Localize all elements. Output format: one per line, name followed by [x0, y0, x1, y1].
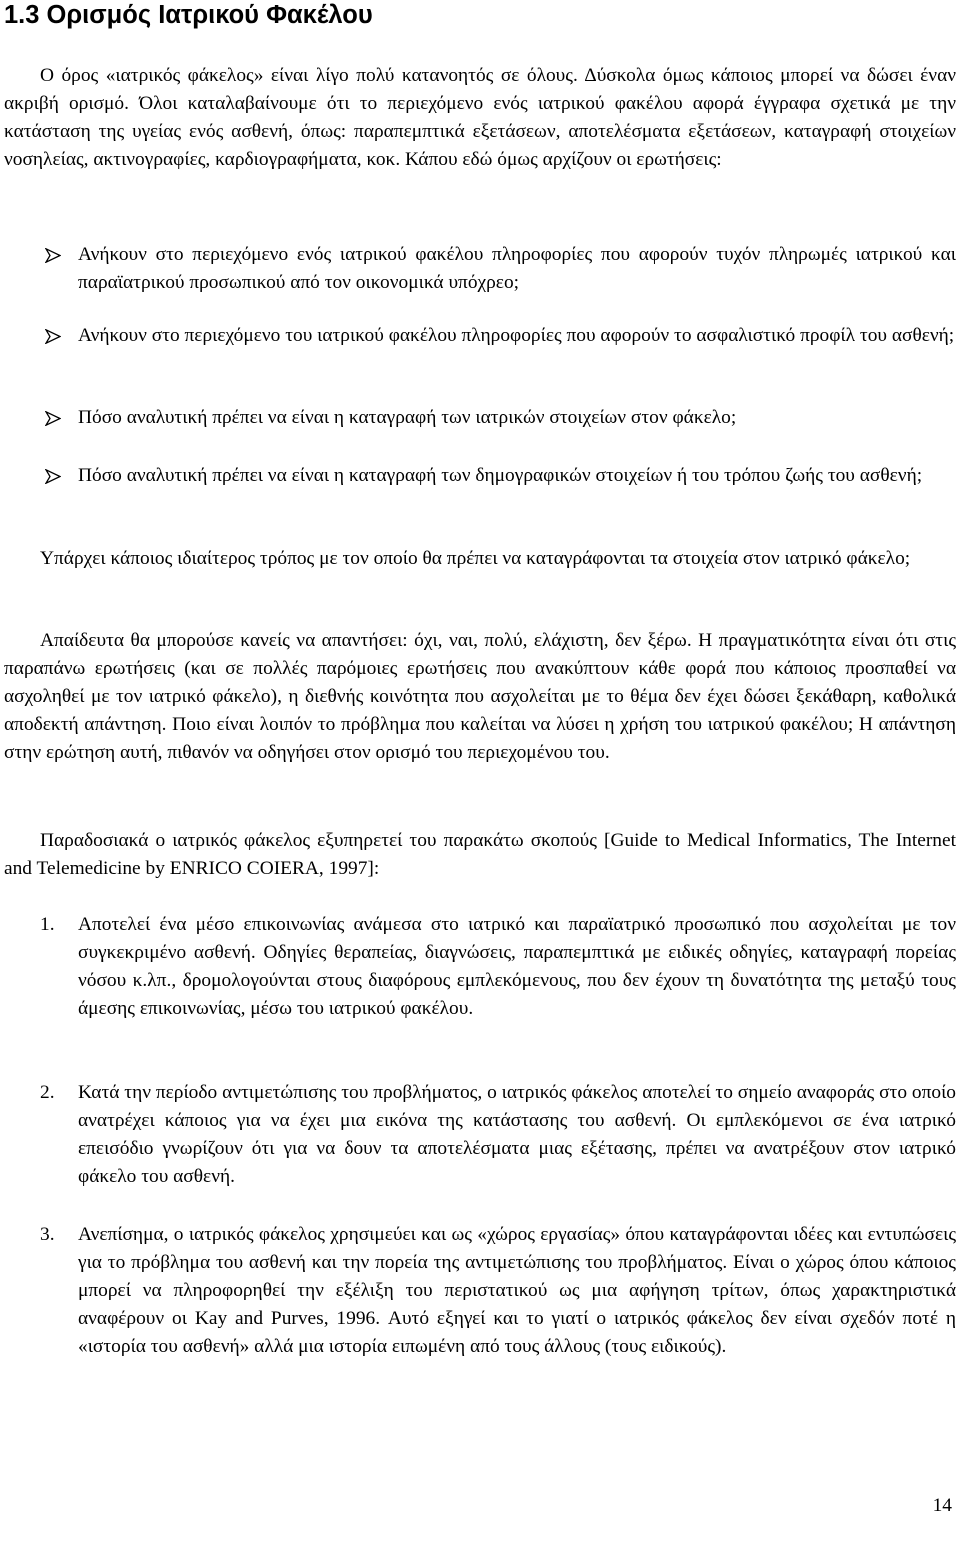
answer-paragraph: Απαίδευτα θα μπορούσε κανείς να απαντήσει: όχι, ναι, πολύ, ελάχιστη, δεν ξέρω. Η πραγματικότητα είναι ότι στις παραπάνω ερωτήσεις (και σε πολλές παρόμοιες ερωτήσεις που ανακύπτουν κάθε φορά που κάποιος προσπαθεί να ασχοληθεί με τον ιατρικό φάκελο), η διεθνής κοινότητα που ασχολείται με το θέμα δεν έχει δώσει ξεκάθαρη, καθολικά αποδεκτή απάντηση. Ποιο είναι λοιπόν το πρόβλημα που καλείται να λύσει η χρήση του ιατρικού φακέλου; Η απάντηση στην ερώτηση αυτή, πιθανόν να οδηγήσει στον ορισμό του περιεχομένου του.	[4, 630, 956, 763]
purpose-text: Κατά την περίοδο αντιμετώπισης του προβλήματος, ο ιατρικός φάκελος αποτελεί το σημείο αναφοράς στο οποίο ανατρέχει κάποιος για να έχει μια εικόνα της κατάστασης του ασθενή. Οι εμπλεκόμενοι σε ένα ιατρικό επεισόδιο γνωρίζουν ότι για να δουν τα αποτελέσματα μιας εξέτασης, πρέπει να ανατρέξουν στον ιατρικό φάκελο του ασθενή.	[78, 1082, 956, 1187]
question-text: Πόσο αναλυτική πρέπει να είναι η καταγραφή των ιατρικών στοιχείων στον φάκελο;	[78, 407, 737, 428]
intro-paragraph: Ο όρος «ιατρικός φάκελος» είναι λίγο πολύ κατανοητός σε όλους. Δύσκολα όμως κάποιος μπορεί να δώσει έναν ακριβή ορισμό. Όλοι καταλαβαίνουμε ότι το περιεχόμενο ενός ιατρικού φακέλου αφορά έγγραφα σχετικά με την κατάσταση της υγείας ενός ασθενή, όπως: παραπεμπτικά εξετάσεων, αποτελέσματα εξετάσεων, καταγραφή στοιχείων νοσηλείας, ακτινογραφίες, καρδιογραφήματα, κοκ. Κάπου εδώ όμως αρχίζουν οι ερωτήσεις:	[4, 65, 956, 170]
arrowhead-bullet-icon	[45, 411, 61, 426]
question-text: Ανήκουν στο περιεχόμενο ενός ιατρικού φακέλου πληροφορίες που αφορούν τυχόν πληρωμές ιατρικού και παραϊατρικού προσωπικού από τον οικονομικά υπόχρεο;	[78, 244, 956, 293]
purposes-intro-paragraph: Παραδοσιακά ο ιατρικός φάκελος εξυπηρετεί του παρακάτω σκοπούς [Guide to Medical Informatics, The Internet and Telemedicine by ENRICO COIERA, 1997]:	[4, 830, 956, 879]
question-extra-paragraph: Υπάρχει κάποιος ιδιαίτερος τρόπος με τον οποίο θα πρέπει να καταγράφονται τα στοιχεία στον ιατρικό φάκελο;	[40, 548, 911, 569]
purpose-text: Αποτελεί ένα μέσο επικοινωνίας ανάμεσα στο ιατρικό και παραϊατρικό προσωπικό που ασχολείται με τον συγκεκριμένο ασθενή. Οδηγίες θεραπείας, διαγνώσεις, παραπεμπτικά με ειδικές οδηγίες, καταγραφή πορείας νόσου κ.λπ., δρομολογούνται στους διαφόρους εμπλεκόμενους, που δεν έχουν τη δυνατότητα της μεταξύ τους άμεσης επικοινωνίας, μέσω του ιατρικού φακέλου.	[78, 914, 956, 1019]
arrowhead-bullet-icon	[45, 469, 61, 484]
purpose-number: 3.	[40, 1224, 55, 1245]
arrowhead-bullet-icon	[45, 248, 61, 263]
purpose-number: 2.	[40, 1082, 55, 1103]
arrowhead-bullet-icon	[45, 329, 61, 344]
question-text: Πόσο αναλυτική πρέπει να είναι η καταγραφή των δημογραφικών στοιχείων ή του τρόπου ζωής του ασθενή;	[78, 465, 923, 486]
purpose-number: 1.	[40, 914, 55, 935]
page-number: 14	[932, 1495, 952, 1516]
purpose-text: Ανεπίσημα, ο ιατρικός φάκελος χρησιμεύει και ως «χώρος εργασίας» όπου καταγράφονται ιδέες και εντυπώσεις για το πρόβλημα του ασθενή και την πορεία της αντιμετώπισης του προβλήματος. Είναι ο χώρος όπου κάποιος μπορεί να πληροφορηθεί την εξέλιξη του περιστατικού ως μια αφήγηση τρίτων, όπως χαρακτηριστικά αναφέρουν οι Kay and Purves, 1996. Αυτό εξηγεί και το γιατί ο ιατρικός φάκελος δεν είναι σχεδόν ποτέ η «ιστορία του ασθενή» αλλά μια ιστορία ειπωμένη από τους άλλους (τους ειδικούς).	[78, 1224, 956, 1357]
question-text: Ανήκουν στο περιεχόμενο του ιατρικού φακέλου πληροφορίες που αφορούν το ασφαλιστικό προφίλ του ασθενή;	[78, 325, 955, 346]
section-title: 1.3 Ορισμός Ιατρικού Φακέλου	[4, 1, 373, 29]
